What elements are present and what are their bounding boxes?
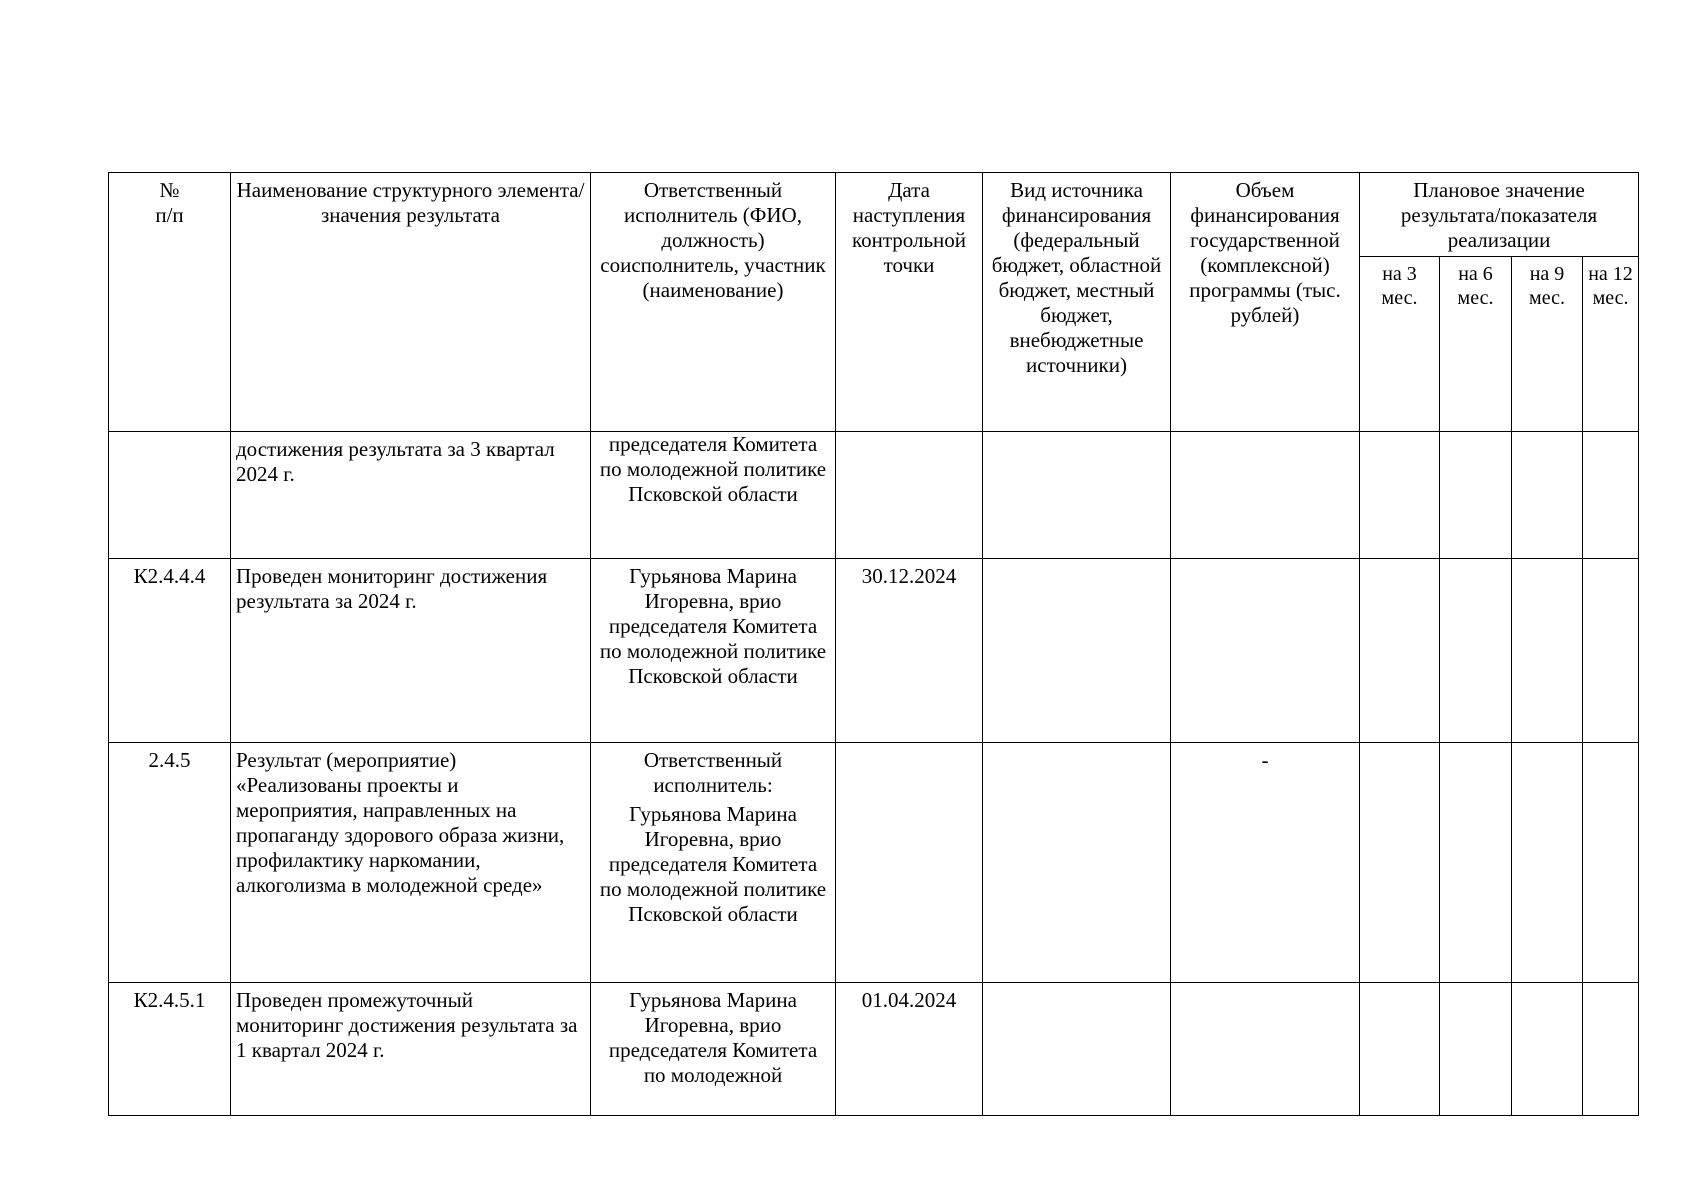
row-name: достижения результата за 3 квартал 2024 г.	[231, 432, 591, 559]
row-6-months	[1440, 432, 1512, 559]
row-responsible: председателя Комитета по молодежной политике Псковской области	[591, 432, 836, 559]
header-date: Дата наступления контрольной точки	[836, 173, 983, 432]
row-source	[983, 983, 1171, 1116]
table-row	[109, 743, 1639, 983]
row-responsible: Гурьянова Марина Игоревна, врио председателя Комитета по молодежной	[591, 983, 836, 1116]
row-responsible: Гурьянова Марина Игоревна, врио председателя Комитета по молодежной политике Псковской области	[599, 802, 827, 926]
header-3-months: на 3 мес.	[1360, 257, 1440, 432]
row-9-months	[1512, 559, 1583, 743]
row-12-months	[1583, 432, 1639, 559]
table-row	[109, 432, 1639, 559]
row-name: Результат (мероприятие) «Реализованы проекты и мероприятия, направленных на пропаганду здорового образа жизни, профилактику наркомании, алкоголизма в молодежной среде»	[231, 743, 591, 983]
table-row	[109, 983, 1639, 1116]
row-3-months	[1360, 432, 1440, 559]
row-volume	[1171, 983, 1360, 1116]
row-responsible-label: Ответственный исполнитель:	[643, 748, 783, 797]
header-9-months: на 9 мес.	[1512, 257, 1583, 432]
header-volume: Объем финансирования государственной (комплексной) программы (тыс. рублей)	[1171, 173, 1360, 432]
table-row	[109, 559, 1639, 743]
row-3-months	[1360, 743, 1440, 983]
row-name: Проведен мониторинг достижения результата за 2024 г.	[231, 559, 591, 743]
row-volume: -	[1171, 743, 1360, 983]
row-number: 2.4.5	[109, 743, 231, 983]
row-source	[983, 432, 1171, 559]
row-source	[983, 743, 1171, 983]
header-row	[109, 173, 1639, 257]
row-source	[983, 559, 1171, 743]
header-6-months: на 6 мес.	[1440, 257, 1512, 432]
row-volume	[1171, 432, 1360, 559]
row-responsible-cell	[591, 743, 836, 983]
header-num: № п/п	[109, 173, 231, 432]
header-source: Вид источника финансирования (федеральный бюджет, областной бюджет, местный бюджет, внебюджетные источники)	[983, 173, 1171, 432]
row-9-months	[1512, 432, 1583, 559]
row-12-months	[1583, 983, 1639, 1116]
row-6-months	[1440, 743, 1512, 983]
row-3-months	[1360, 983, 1440, 1116]
row-6-months	[1440, 559, 1512, 743]
row-number	[109, 432, 231, 559]
row-12-months	[1583, 743, 1639, 983]
row-number: К2.4.5.1	[109, 983, 231, 1116]
row-responsible: Гурьянова Марина Игоревна, врио председателя Комитета по молодежной политике Псковской области	[591, 559, 836, 743]
row-6-months	[1440, 983, 1512, 1116]
header-planned: Плановое значение результата/показателя реализации	[1360, 173, 1639, 257]
header-name: Наименование структурного элемента/ значения результата	[231, 173, 591, 432]
row-9-months	[1512, 983, 1583, 1116]
row-date: 01.04.2024	[836, 983, 983, 1116]
row-date: 30.12.2024	[836, 559, 983, 743]
row-date	[836, 743, 983, 983]
header-12-months: на 12 мес.	[1583, 257, 1639, 432]
row-3-months	[1360, 559, 1440, 743]
row-date	[836, 432, 983, 559]
row-number: К2.4.4.4	[109, 559, 231, 743]
row-12-months	[1583, 559, 1639, 743]
row-volume	[1171, 559, 1360, 743]
plan-table	[108, 172, 1639, 1116]
row-9-months	[1512, 743, 1583, 983]
row-name: Проведен промежуточный мониторинг достижения результата за 1 квартал 2024 г.	[231, 983, 591, 1116]
header-responsible: Ответственный исполнитель (ФИО, должность) соисполнитель, участник (наименование)	[591, 173, 836, 432]
